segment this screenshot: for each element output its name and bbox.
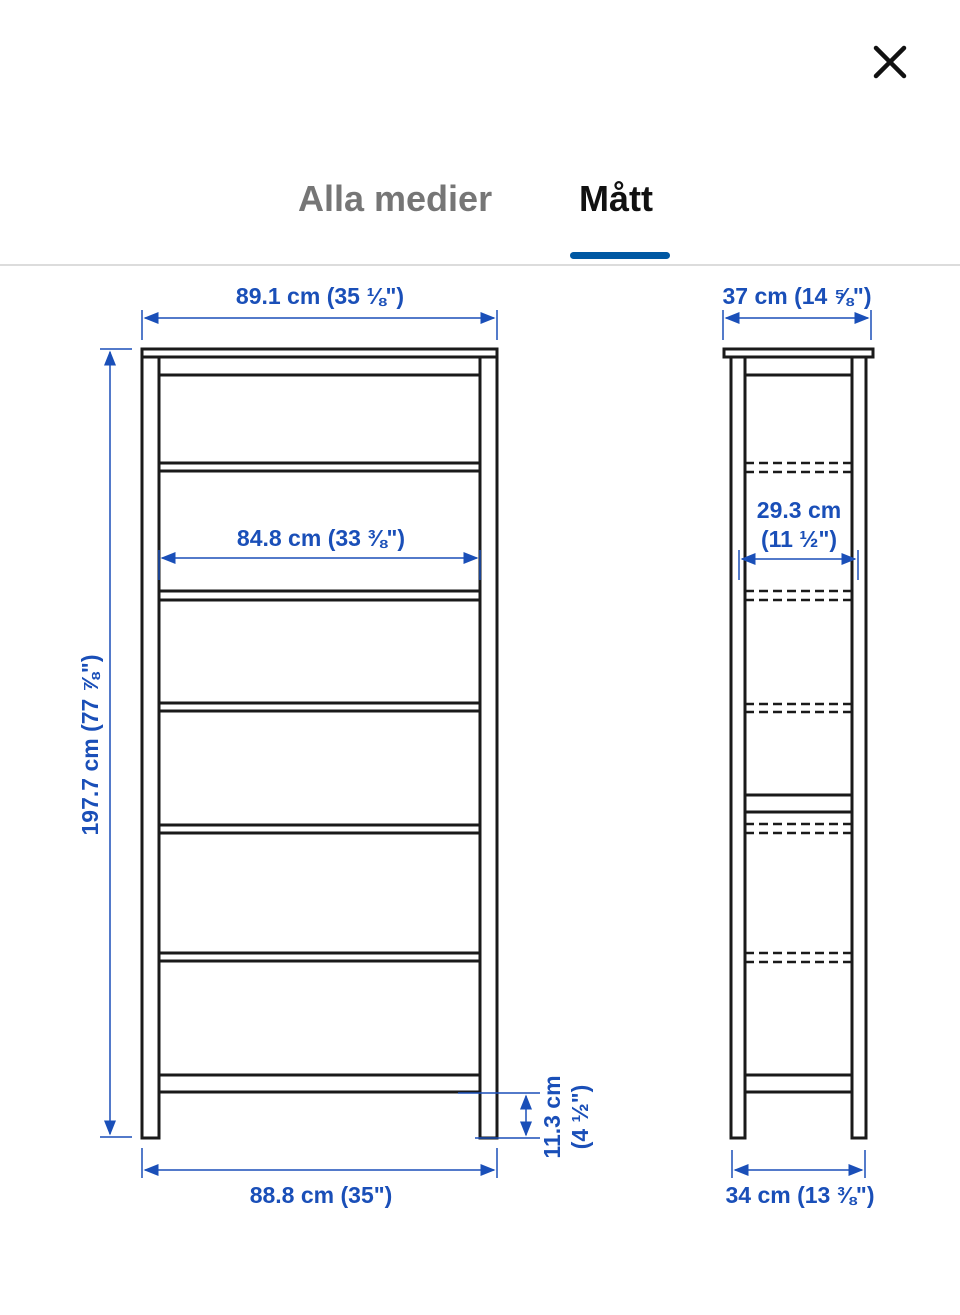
active-tab-indicator xyxy=(570,252,670,259)
front-bottom-width-label: 88.8 cm (35") xyxy=(249,1182,393,1208)
close-button[interactable] xyxy=(866,38,914,86)
tab-dimensions[interactable]: Mått xyxy=(579,178,653,219)
side-inner-depth-cm-label: 29.3 cm xyxy=(756,497,842,523)
side-inner-depth-in-label: (11 ½") xyxy=(760,526,838,552)
tab-all-media[interactable]: Alla medier xyxy=(298,178,493,219)
side-view xyxy=(724,349,873,1138)
base-height-cm-label: 11.3 cm xyxy=(539,1075,565,1159)
base-height-in-label: (4 ½") xyxy=(567,1084,593,1150)
side-top-depth-label: 37 cm (14 ⅝") xyxy=(722,283,872,309)
front-height-label: 197.7 cm (77 ⅞") xyxy=(77,654,103,836)
close-icon xyxy=(866,38,914,86)
media-tabs xyxy=(0,170,960,266)
front-view xyxy=(142,349,497,1138)
front-top-width-label: 89.1 cm (35 ⅛") xyxy=(235,283,405,309)
front-inner-width-label: 84.8 cm (33 ⅜") xyxy=(236,525,406,551)
side-bottom-depth-label: 34 cm (13 ⅜") xyxy=(725,1182,875,1208)
dimensions-diagram xyxy=(0,266,960,1266)
